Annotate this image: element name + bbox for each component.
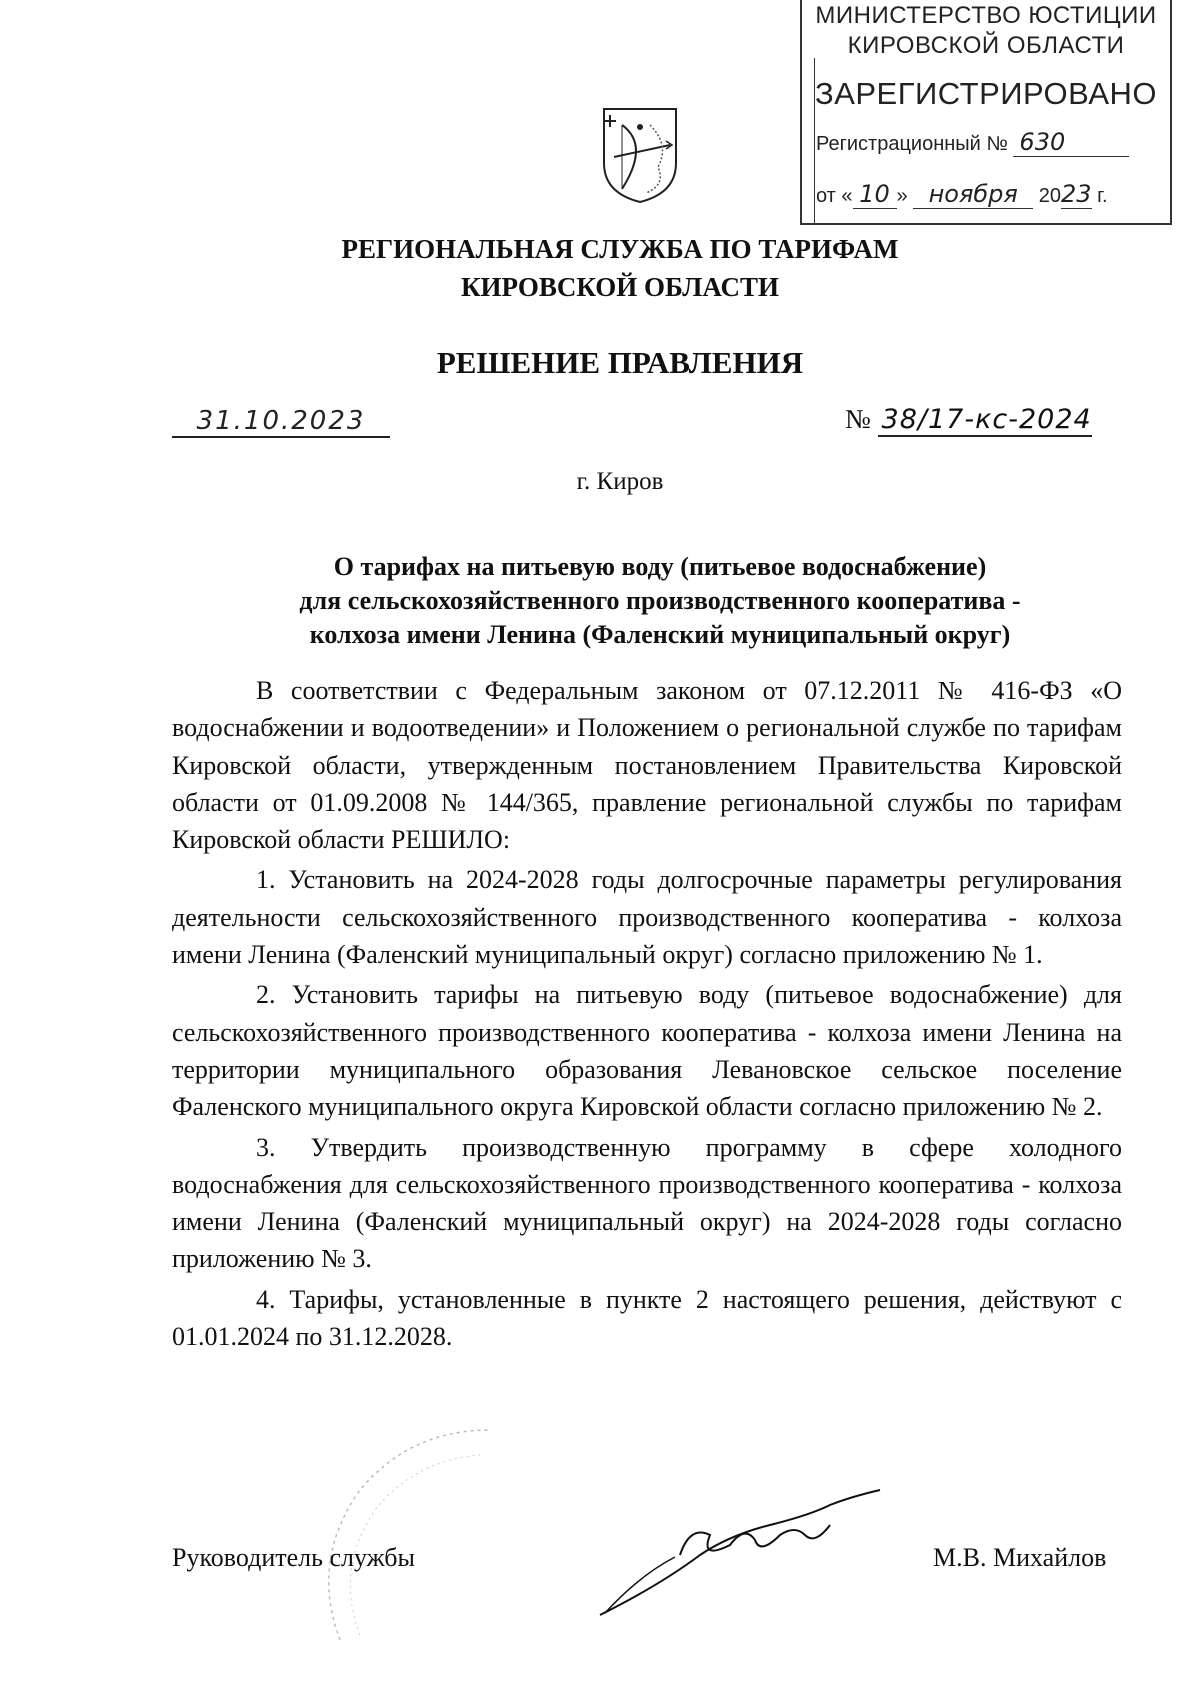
- decision-item-1: 1. Установить на 2024-2028 годы долгосрочные параметры регулирования деятельности сельскохозяйственного производственного кооператива - колхоза имени Ленина (Фаленский муниципальный округ) согласно приложению № 1.: [172, 865, 1122, 970]
- stamp-date-prefix: от: [816, 185, 836, 207]
- organization-title: [0, 230, 1200, 306]
- stamp-reg-number-label: Регистрационный №: [816, 133, 1008, 155]
- signatory-name: М.В. Михайлов: [933, 1543, 1107, 1572]
- official-seal: [300, 1410, 600, 1650]
- registration-stamp: [800, 0, 1172, 225]
- stamp-reg-number-row: [816, 128, 1129, 157]
- subject-line2: для сельскохозяйственного производственного кооператива -: [299, 586, 1021, 615]
- document-number-value: 38/17-кс-2024: [878, 404, 1092, 437]
- stamp-date-suffix: г.: [1097, 185, 1108, 207]
- preamble-paragraph: В соответствии с Федеральным законом от 07.12.2011 № 416-ФЗ «О водоснабжении и водоотведении» и Положением о региональной службе по тарифам Кировской области, утвержденным постановлением Правительства Кировской области от 01.09.2008 № 144/365, правление региональной службы по тарифам Кировской области РЕШИЛО:: [172, 676, 1122, 855]
- stamp-date-year-suffix: 23: [1061, 180, 1092, 208]
- document-subject: [200, 550, 1120, 652]
- document-type: РЕШЕНИЕ ПРАВЛЕНИЯ: [436, 345, 804, 380]
- decision-item-4: 4. Тарифы, установленные в пункте 2 настоящего решения, действуют с 01.01.2024 по 31.12.2028.: [172, 1284, 1122, 1352]
- decision-item-3: 3. Утвердить производственную программу в сфере холодного водоснабжения для сельскохозяйственного производственного кооператива - колхоза имени Ленина (Фаленский муниципальный округ) на 2024-2028 годы согласно приложению № 3.: [172, 1132, 1122, 1274]
- subject-line3: колхоза имени Ленина (Фаленский муниципальный округ): [309, 620, 1011, 649]
- document-city: г. Киров: [576, 468, 664, 495]
- document-number: [845, 404, 1092, 435]
- kirov-coat-of-arms-icon: [600, 105, 680, 205]
- stamp-date-day: 10: [853, 180, 897, 209]
- stamp-reg-number: 630: [1013, 128, 1129, 157]
- organization-line1: РЕГИОНАЛЬНАЯ СЛУЖБА ПО ТАРИФАМ: [341, 234, 899, 264]
- document-number-label: №: [845, 404, 871, 434]
- handwritten-signature: [580, 1465, 910, 1635]
- stamp-date-month: ноября: [913, 180, 1033, 209]
- document-body: [172, 672, 1122, 1355]
- stamp-registered: ЗАРЕГИСТРИРОВАНО: [814, 76, 1157, 111]
- stamp-ministry-line2: КИРОВСКОЙ ОБЛАСТИ: [847, 32, 1125, 59]
- stamp-date-year-prefix: 20: [1038, 185, 1062, 207]
- decision-item-2: 2. Установить тарифы на питьевую воду (питьевое водоснабжение) для сельскохозяйственного производственного кооператива - колхоза имени Ленина на территории муниципального образования Левановское сельское поселение Фаленского муниципального округа Кировской области согласно приложению № 2.: [172, 980, 1122, 1122]
- stamp-ministry-line1: МИНИСТЕРСТВО ЮСТИЦИИ: [815, 2, 1157, 29]
- signatory-title: Руководитель службы: [172, 1543, 415, 1572]
- subject-line1: О тарифах на питьевую воду (питьевое водоснабжение): [333, 552, 987, 581]
- organization-line2: КИРОВСКОЙ ОБЛАСТИ: [460, 272, 780, 302]
- document-date: 31.10.2023: [172, 406, 390, 438]
- stamp-date-row: от « 10 » ноября 2023 г.: [816, 180, 1108, 208]
